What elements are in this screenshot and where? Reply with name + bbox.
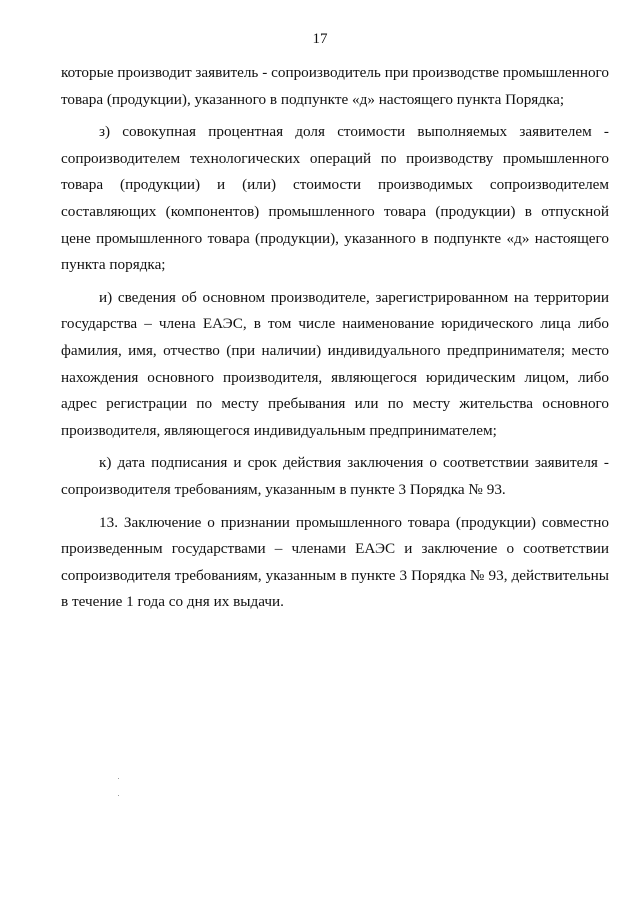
paragraph-clause-13: 13. Заключение о признании промышленного товара (продукции) совместно произведенным государствами – членами ЕАЭС и заключение о соответствии сопроизводителя требованиям, указанным в пункте 3 Порядка № 93, действительны в течение 1 года со дня их выдачи. [61,513,609,611]
page-number: 17 [312,31,328,47]
document-body [61,60,609,616]
paragraph-item-k: к) дата подписания и срок действия заключения о соответствии заявителя - сопроизводителя требованиям, указанным в пункте 3 Порядка № 93. [61,454,609,498]
paragraph-item-z: з) совокупная процентная доля стоимости выполняемых заявителем - сопроизводителем технологических операций по производству промышленного товара (продукции) и (или) стоимости производимых сопроизводителем составляющих (компонентов) промышленного товара (продукции) в отпускной цене промышленного товара (продукции), указанного в подпункте «д» настоящего пункта порядка; [61,123,609,274]
scan-speck [118,795,119,796]
scan-speck [118,778,119,779]
paragraph-continuation: которые производит заявитель - сопроизводитель при производстве промышленного товара (продукции), указанного в подпункте «д» настоящего пункта Порядка; [61,64,609,108]
paragraph-item-i: и) сведения об основном производителе, зарегистрированном на территории государства – члена ЕАЭС, в том числе наименование юридического лица либо фамилия, имя, отчество (при наличии) индивидуального предпринимателя; место нахождения основного производителя, являющегося юридическим лицом, либо адрес регистрации по месту пребывания или по месту жительства основного производителя, являющегося индивидуальным предпринимателем; [61,288,609,439]
